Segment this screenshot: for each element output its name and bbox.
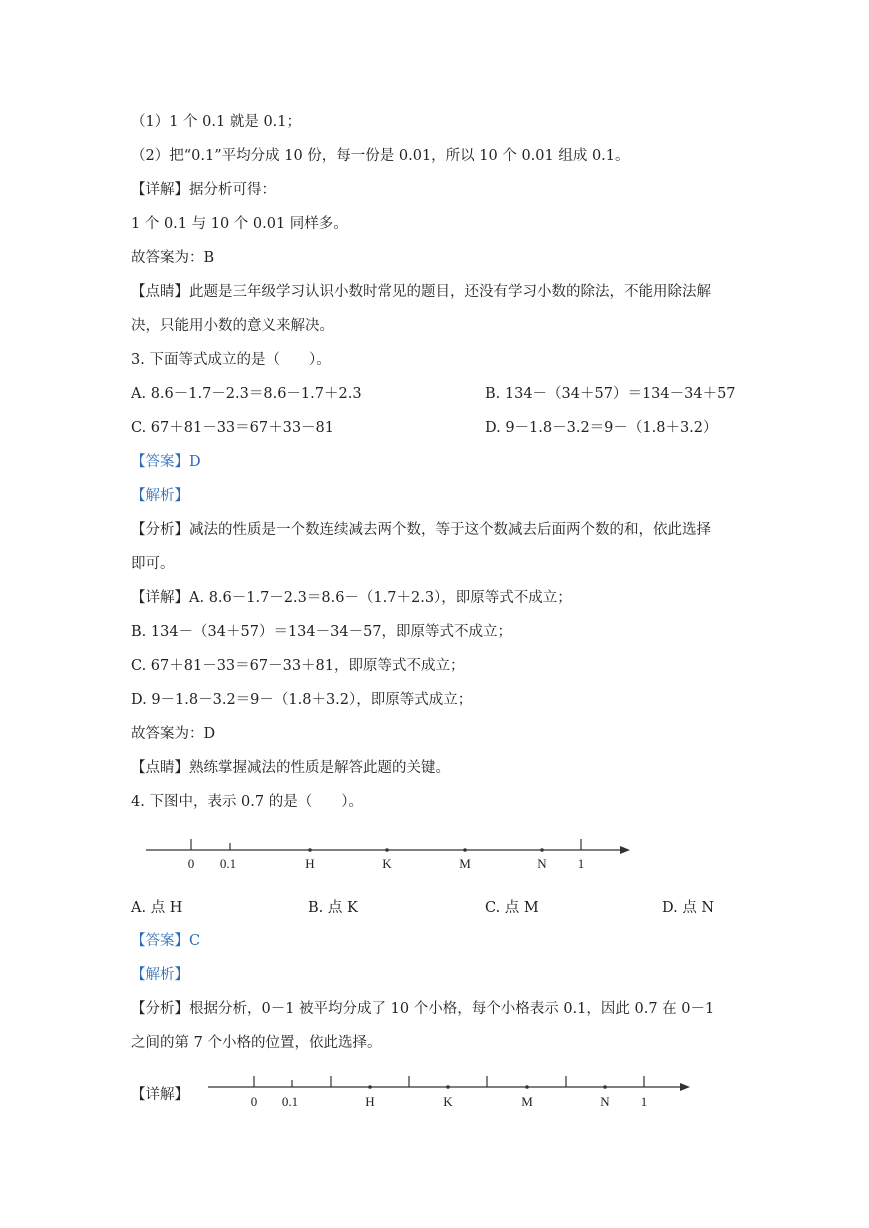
tick-label-0: 0 — [187, 856, 195, 871]
number-line-figure-detailed — [200, 1068, 700, 1112]
text-line: 【分析】减法的性质是一个数连续减去两个数，等于这个数减去后面两个数的和，依此选择 — [131, 522, 711, 538]
text-line: 【点睛】此题是三年级学习认识小数时常见的题目，还没有学习小数的除法，不能用除法解 — [131, 284, 711, 300]
text-line: 【详解】A. 8.6－1.7－2.3＝8.6－（1.7＋2.3），即原等式不成立； — [131, 590, 572, 606]
point-label-k: K — [382, 856, 392, 871]
text-line: D. 9－1.8－3.2＝9－（1.8＋3.2），即原等式成立； — [131, 692, 473, 708]
analysis-label: 【解析】 — [131, 488, 189, 504]
answer-label: 【答案】D — [131, 454, 201, 470]
detail-label: 【详解】 — [131, 1087, 189, 1103]
point-label-n: N — [537, 856, 547, 871]
answer-label: 【答案】C — [131, 933, 201, 949]
point-label-h: H — [305, 856, 315, 871]
number-line-figure — [140, 830, 640, 874]
point-label-m: M — [521, 1094, 533, 1109]
option-c: C. 点 M — [485, 900, 539, 916]
text-line: （1）1 个 0.1 就是 0.1； — [131, 114, 302, 130]
point-label-k: K — [443, 1094, 453, 1109]
text-line: 1 个 0.1 与 10 个 0.01 同样多。 — [131, 216, 348, 232]
tick-label-0: 0 — [250, 1094, 258, 1109]
analysis-label: 【解析】 — [131, 967, 189, 983]
option-b: B. 点 K — [308, 900, 358, 916]
text-line: 即可。 — [131, 556, 175, 572]
option-b: B. 134－（34＋57）＝134－34＋57 — [485, 386, 736, 402]
text-line: 故答案为：D — [131, 726, 216, 742]
option-d: D. 点 N — [662, 900, 715, 916]
tick-label-1: 1 — [577, 856, 585, 871]
point-label-h: H — [365, 1094, 375, 1109]
tick-label-0-1: 0.1 — [219, 856, 237, 871]
question-3-stem: 3. 下面等式成立的是（ ）。 — [131, 352, 331, 368]
text-line: 之间的第 7 个小格的位置，依此选择。 — [131, 1035, 382, 1051]
text-line: 【分析】根据分析，0－1 被平均分成了 10 个小格，每个小格表示 0.1，因此 0.7 在 0－1 — [131, 1001, 715, 1017]
question-4-stem: 4. 下图中，表示 0.7 的是（ ）。 — [131, 794, 363, 810]
option-a: A. 8.6－1.7－2.3＝8.6－1.7＋2.3 — [131, 386, 362, 402]
text-line: （2）把“0.1”平均分成 10 份，每一份是 0.01，所以 10 个 0.01 组成 0.1。 — [131, 148, 630, 164]
point-label-n: N — [600, 1094, 610, 1109]
option-c: C. 67＋81－33＝67＋33－81 — [131, 420, 334, 436]
option-d: D. 9－1.8－3.2＝9－（1.8＋3.2） — [485, 420, 718, 436]
text-line: 决，只能用小数的意义来解决。 — [131, 318, 334, 334]
text-line: 【详解】据分析可得： — [131, 182, 276, 198]
option-a: A. 点 H — [131, 900, 183, 916]
tick-label-1: 1 — [640, 1094, 648, 1109]
text-line: 故答案为：B — [131, 250, 215, 266]
text-line: C. 67＋81－33＝67－33＋81，即原等式不成立； — [131, 658, 465, 674]
point-label-m: M — [459, 856, 471, 871]
text-line: B. 134－（34＋57）＝134－34－57，即原等式不成立； — [131, 624, 513, 640]
tick-label-0-1: 0.1 — [281, 1094, 299, 1109]
text-line: 【点睛】熟练掌握减法的性质是解答此题的关键。 — [131, 760, 450, 776]
